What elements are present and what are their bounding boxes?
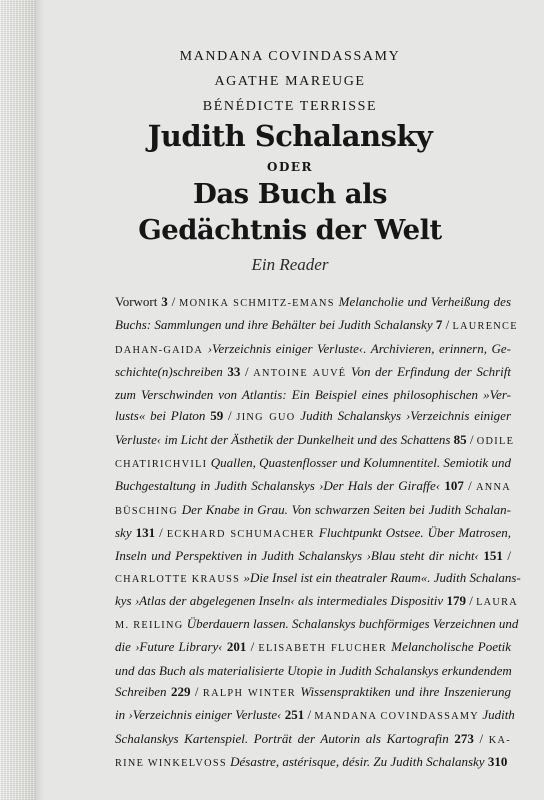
toc-text: /	[167, 294, 180, 309]
toc-line	[115, 361, 511, 384]
toc-page-number: 85	[453, 431, 467, 447]
toc-essay-title: schichte(n)schreiben	[115, 363, 223, 379]
table-of-contents	[115, 291, 521, 774]
toc-essay-title: Schreiben	[115, 684, 167, 700]
toc-author: BÜSCHING	[115, 505, 179, 517]
toc-essay-title: Überdauern lassen. Schalanskys buchförmiges Verzeichnen und	[186, 616, 519, 632]
toc-page-number: 7	[435, 317, 443, 333]
toc-line	[115, 384, 511, 405]
toc-line	[115, 452, 511, 475]
toc-text: /	[240, 363, 254, 379]
toc-line	[115, 636, 511, 659]
toc-essay-title: Verluste‹ im Licht der Ästhetik der Dunkelheit und des Schattens	[115, 431, 451, 447]
toc-author: ANNA	[476, 482, 512, 494]
toc-essay-title: und das Buch als materialisierte Utopie in Judith Schalanskys erkundendem	[115, 662, 512, 678]
toc-line	[115, 475, 511, 498]
toc-author: CHARLOTTE KRAUSS	[115, 573, 241, 585]
toc-page-number: 179	[446, 592, 466, 608]
toc-essay-title: »Die Insel ist ein theatraler Raum«. Judith Schalans-	[243, 569, 521, 585]
toc-essay-title: die ›Future Library‹	[115, 639, 223, 655]
toc-essay-title: Von der Erfindung der Schrift	[351, 363, 511, 379]
toc-page-number: 310	[487, 753, 508, 769]
toc-page-number: 33	[227, 363, 241, 379]
toc-essay-title: kys ›Atlas der abgelegenen Inseln‹ als intermediales Dispositiv	[115, 592, 444, 608]
toc-text: /	[465, 592, 477, 608]
toc-line	[115, 590, 519, 613]
toc-line	[115, 405, 511, 428]
toc-essay-title: sky	[115, 524, 132, 540]
toc-author: RALPH WINTER	[202, 688, 296, 700]
toc-essay-title: Der Knabe in Grau. Von schwarzen Seiten bei Judith Schalan-	[181, 501, 511, 517]
toc-line	[115, 338, 511, 361]
toc-essay-title: lusts« bei Platon	[115, 408, 206, 424]
toc-essay-title: Fluchtpunkt Ostsee. Über Matrosen,	[318, 524, 512, 540]
toc-line	[115, 314, 518, 337]
toc-page-number: 229	[170, 684, 191, 700]
title-conjunction: ODER	[267, 160, 313, 174]
toc-author: CHATIRICHVILI	[115, 459, 208, 471]
editor-name: AGATHE MAREUGE	[214, 74, 366, 89]
toc-text: /	[304, 707, 315, 723]
book-title: Judith Schalansky	[147, 119, 433, 153]
toc-text: /	[502, 548, 511, 564]
toc-author: RINE WINKELVOSS	[115, 757, 227, 769]
series-label: Ein Reader	[251, 255, 329, 274]
toc-page-number: 201	[226, 639, 247, 655]
toc-essay-title: Quallen, Quastenflosser und Kolumnentitel. Semiotik und	[210, 455, 511, 471]
toc-text: /	[466, 431, 477, 447]
toc-text: /	[463, 478, 477, 494]
toc-author: ODILE	[476, 435, 515, 447]
toc-essay-title: Judith Schalanskys ›Verzeichnis einiger	[300, 408, 512, 424]
toc-essay-title: Melancholie und Verheißung des	[338, 294, 511, 309]
book-subtitle	[36, 176, 544, 248]
toc-essay-title: zum Verschwinden von Atlantis: Ein Beispiel eines philosophischen »Ver-	[115, 387, 511, 403]
toc-essay-title: Wissenspraktiken und ihre Inszenierung	[300, 684, 512, 700]
toc-author: KA-	[488, 734, 511, 746]
toc-author: ELISABETH FLUCHER	[258, 643, 388, 655]
toc-line	[115, 522, 511, 545]
toc-line	[115, 660, 511, 681]
toc-essay-title: Désastre, astérisque, désir. Zu Judith Schalansky	[230, 753, 485, 769]
toc-line	[115, 613, 519, 636]
toc-author: M. REILING	[115, 620, 184, 632]
toc-text: /	[246, 639, 259, 655]
toc-line	[115, 291, 511, 314]
toc-line	[115, 429, 515, 452]
toc-author: ECKHARD SCHUMACHER	[166, 528, 315, 540]
toc-author: JING GUO	[236, 412, 296, 424]
toc-essay-title: Buchgestaltung in Judith Schalanskys ›Der Hals der Giraffe‹	[115, 478, 441, 494]
toc-line	[115, 751, 511, 774]
toc-page-number: 59	[210, 408, 224, 424]
toc-author: MONIKA SCHMITZ-EMANS	[179, 298, 335, 309]
toc-page-number: 273	[454, 730, 474, 746]
toc-author: DAHAN-GAIDA	[115, 344, 204, 356]
toc-text: /	[442, 317, 453, 333]
toc-essay-title: Buchs: Sammlungen und ihre Behälter bei Judith Schalansky	[115, 317, 433, 333]
toc-author: ANTOINE AUVÉ	[253, 367, 347, 379]
toc-page-number: 151	[483, 548, 503, 564]
toc-essay-title: Judith	[482, 707, 515, 723]
toc-page-number: 251	[284, 707, 305, 723]
toc-text: Vorwort	[115, 294, 162, 309]
toc-page-number: 131	[135, 524, 156, 540]
subtitle-line: Gedächtnis der Welt	[138, 214, 442, 246]
toc-line	[115, 704, 515, 727]
toc-page-number: 107	[444, 478, 464, 494]
book-spine	[0, 0, 36, 800]
toc-author: MANDANA COVINDASSAMY	[314, 711, 480, 723]
toc-text: /	[223, 408, 237, 424]
toc-line	[115, 681, 511, 704]
toc-author: LAURENCE	[452, 321, 518, 333]
toc-text: /	[155, 524, 167, 540]
toc-author: LAURA	[476, 596, 519, 608]
toc-line	[115, 499, 511, 522]
toc-page-number: 3	[161, 294, 168, 309]
editors-block	[36, 44, 544, 119]
toc-line	[115, 567, 521, 590]
toc-text: /	[473, 730, 489, 746]
toc-essay-title: in ›Verzeichnis einiger Verluste‹	[115, 707, 282, 723]
toc-line	[115, 728, 511, 751]
toc-essay-title: ›Verzeichnis einiger Verluste‹. Archivieren, erinnern, Ge-	[207, 340, 511, 356]
toc-essay-title: Melancholische Poetik	[391, 639, 512, 655]
editor-name: MANDANA COVINDASSAMY	[179, 49, 401, 64]
toc-line	[115, 545, 511, 566]
subtitle-line: Das Buch als	[192, 178, 388, 210]
toc-essay-title: Inseln und Perspektiven in Judith Schalanskys ›Blau steht dir nicht‹	[115, 548, 479, 564]
toc-essay-title: Schalanskys Kartenspiel. Porträt der Autorin als Kartografin	[115, 730, 449, 746]
toc-text: /	[190, 684, 203, 700]
editor-name: BÉNÉDICTE TERRISSE	[202, 99, 378, 114]
